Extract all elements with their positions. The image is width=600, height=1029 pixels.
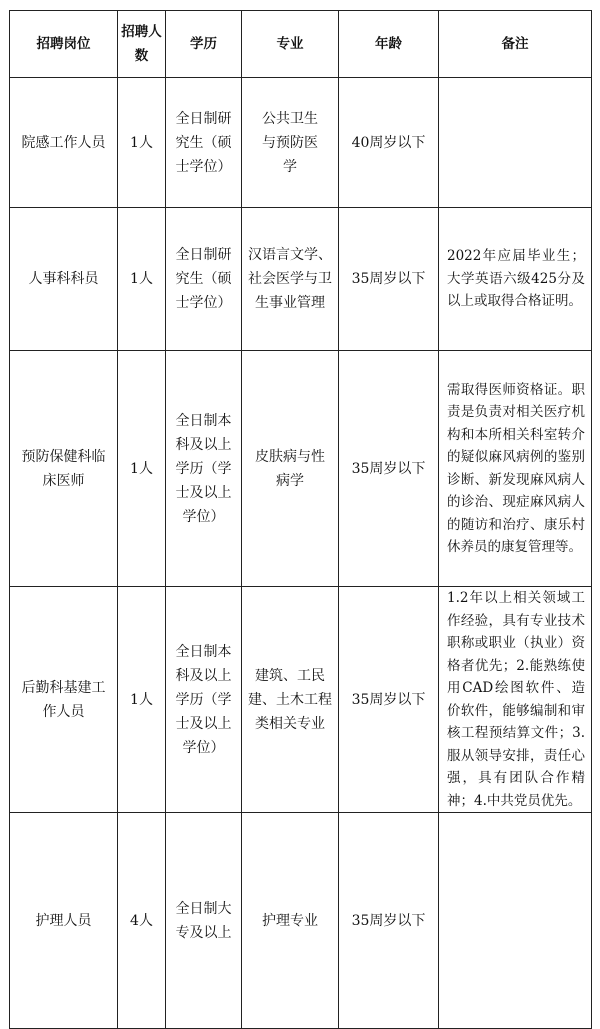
cell-education — [166, 587, 242, 813]
cell-age: 35周岁以下 — [339, 351, 439, 587]
education-text: 全日制研究生（硕士学位） — [175, 247, 232, 311]
cell-remarks — [439, 78, 592, 208]
recruitment-table — [9, 10, 592, 1029]
cell-headcount: 1人 — [118, 351, 166, 587]
position-text: 人事科科员 — [28, 271, 99, 287]
position-text: 院感工作人员 — [21, 134, 106, 151]
header-headcount-text: 招聘人数 — [121, 24, 162, 64]
education-text: 全日制研究生（硕士学位） — [175, 110, 232, 175]
cell-major — [242, 208, 339, 351]
cell-position — [10, 351, 118, 587]
cell-age: 35周岁以下 — [339, 587, 439, 813]
major-text: 公共卫生与预防医学 — [262, 110, 318, 175]
cell-education — [166, 208, 242, 351]
cell-age: 35周岁以下 — [339, 813, 439, 1029]
major-text: 汉语言文学、社会医学与卫生事业管理 — [248, 247, 332, 311]
cell-major — [242, 587, 339, 813]
header-headcount — [118, 11, 166, 78]
table-row — [10, 587, 592, 813]
cell-major — [242, 78, 339, 208]
cell-education — [166, 78, 242, 208]
table-header-row — [10, 11, 592, 78]
position-text: 预防保健科临床医师 — [21, 448, 106, 489]
cell-position — [10, 587, 118, 813]
major-text: 建筑、工民建、土木工程类相关专业 — [248, 667, 332, 732]
cell-remarks: 2022年应届毕业生；大学英语六级425分及以上或取得合格证明。 — [439, 208, 592, 351]
cell-age: 40周岁以下 — [339, 78, 439, 208]
table-row — [10, 208, 592, 351]
cell-position — [10, 78, 118, 208]
cell-major — [242, 813, 339, 1029]
header-education: 学历 — [166, 11, 242, 78]
cell-remarks: 1.2年以上相关领域工作经验，具有专业技术职称或职业（执业）资格者优先；2.能熟练使用CAD绘图软件、造价软件，能够编制和审核工程预结算文件；3.服从领导安排，责任心强，具有团队合作精神；4.中共党员优先。 — [439, 587, 592, 813]
header-remarks: 备注 — [439, 11, 592, 78]
major-text: 护理专业 — [262, 912, 318, 929]
position-text: 后勤科基建工作人员 — [21, 679, 106, 720]
cell-age: 35周岁以下 — [339, 208, 439, 351]
cell-headcount: 1人 — [118, 208, 166, 351]
cell-major — [242, 351, 339, 587]
cell-headcount: 1人 — [118, 78, 166, 208]
table-row — [10, 813, 592, 1029]
education-text: 全日制本科及以上学历（学士及以上学位） — [175, 643, 232, 756]
header-position: 招聘岗位 — [10, 11, 118, 78]
header-age: 年龄 — [339, 11, 439, 78]
table-row — [10, 351, 592, 587]
header-major: 专业 — [242, 11, 339, 78]
cell-education — [166, 813, 242, 1029]
cell-position — [10, 208, 118, 351]
cell-remarks — [439, 813, 592, 1029]
education-text: 全日制大专及以上 — [175, 900, 232, 941]
cell-education — [166, 351, 242, 587]
position-text: 护理人员 — [35, 912, 92, 929]
cell-headcount: 1人 — [118, 587, 166, 813]
cell-headcount: 4人 — [118, 813, 166, 1029]
major-text: 皮肤病与性病学 — [255, 448, 325, 489]
cell-remarks: 需取得医师资格证。职责是负责对相关医疗机构和本所相关科室转介的疑似麻风病例的鉴别诊断、新发现麻风病人的诊治、现症麻风病人的随访和治疗、康乐村休养员的康复管理等。 — [439, 351, 592, 587]
recruitment-table-container — [9, 10, 592, 1029]
education-text: 全日制本科及以上学历（学士及以上学位） — [175, 412, 232, 525]
cell-position — [10, 813, 118, 1029]
table-row — [10, 78, 592, 208]
